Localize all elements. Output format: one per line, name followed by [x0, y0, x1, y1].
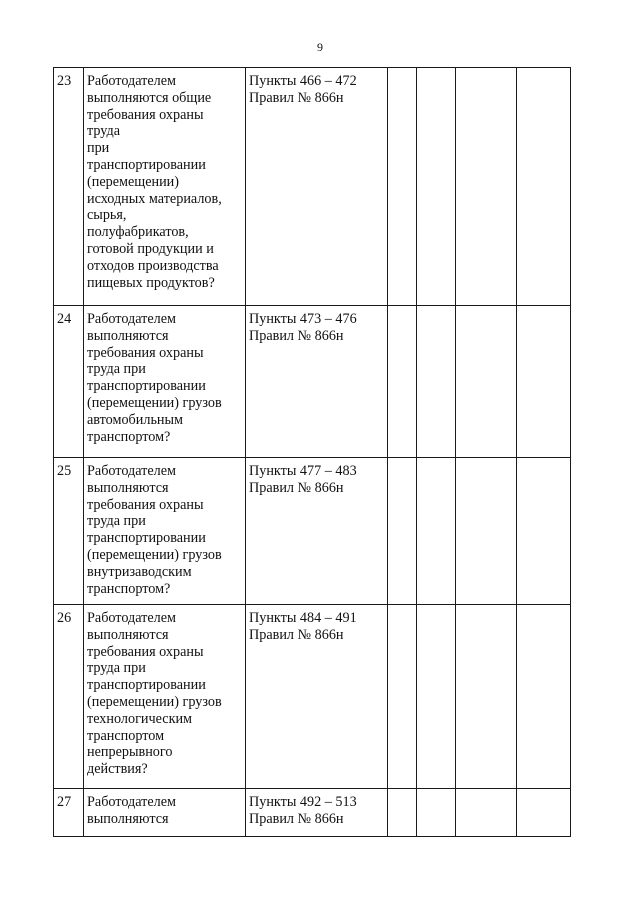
row-number: 23 [54, 68, 84, 306]
row-question: Работодателем выполняются общие требования охраны труда при транспортировании (перемещении) исходных материалов, сырья, полуфабрикатов, готовой продукции и отходов производства пищевых продуктов? [84, 68, 246, 306]
row-number: 26 [54, 605, 84, 789]
table-row [54, 68, 571, 306]
row-number: 24 [54, 306, 84, 458]
answer-cell-not-applicable[interactable] [456, 458, 517, 605]
answer-cell-notes[interactable] [517, 458, 571, 605]
answer-cell-no[interactable] [417, 68, 456, 306]
table-row [54, 458, 571, 605]
answer-cell-not-applicable[interactable] [456, 68, 517, 306]
row-reference: Пункты 477 – 483 Правил № 866н [246, 458, 388, 605]
answer-cell-yes[interactable] [388, 68, 417, 306]
row-number: 25 [54, 458, 84, 605]
answer-cell-not-applicable[interactable] [456, 605, 517, 789]
row-question: Работодателем выполняются [84, 789, 246, 837]
answer-cell-notes[interactable] [517, 68, 571, 306]
answer-cell-notes[interactable] [517, 789, 571, 837]
row-reference: Пункты 473 – 476 Правил № 866н [246, 306, 388, 458]
table-row [54, 605, 571, 789]
answer-cell-yes[interactable] [388, 605, 417, 789]
answer-cell-notes[interactable] [517, 306, 571, 458]
table-row [54, 306, 571, 458]
answer-cell-no[interactable] [417, 605, 456, 789]
row-reference: Пункты 466 – 472 Правил № 866н [246, 68, 388, 306]
answer-cell-yes[interactable] [388, 789, 417, 837]
answer-cell-no[interactable] [417, 789, 456, 837]
answer-cell-no[interactable] [417, 306, 456, 458]
answer-cell-yes[interactable] [388, 458, 417, 605]
checklist-table [53, 67, 571, 837]
row-question: Работодателем выполняются требования охраны труда при транспортировании (перемещении) грузов автомобильным транспортом? [84, 306, 246, 458]
answer-cell-not-applicable[interactable] [456, 306, 517, 458]
answer-cell-not-applicable[interactable] [456, 789, 517, 837]
page-number: 9 [317, 40, 323, 54]
table-row [54, 789, 571, 837]
answer-cell-notes[interactable] [517, 605, 571, 789]
answer-cell-yes[interactable] [388, 306, 417, 458]
row-number: 27 [54, 789, 84, 837]
answer-cell-no[interactable] [417, 458, 456, 605]
row-reference: Пункты 492 – 513 Правил № 866н [246, 789, 388, 837]
row-reference: Пункты 484 – 491 Правил № 866н [246, 605, 388, 789]
row-question: Работодателем выполняются требования охраны труда при транспортировании (перемещении) грузов технологическим транспортом непрерывного действия? [84, 605, 246, 789]
row-question: Работодателем выполняются требования охраны труда при транспортировании (перемещении) грузов внутризаводским транспортом? [84, 458, 246, 605]
